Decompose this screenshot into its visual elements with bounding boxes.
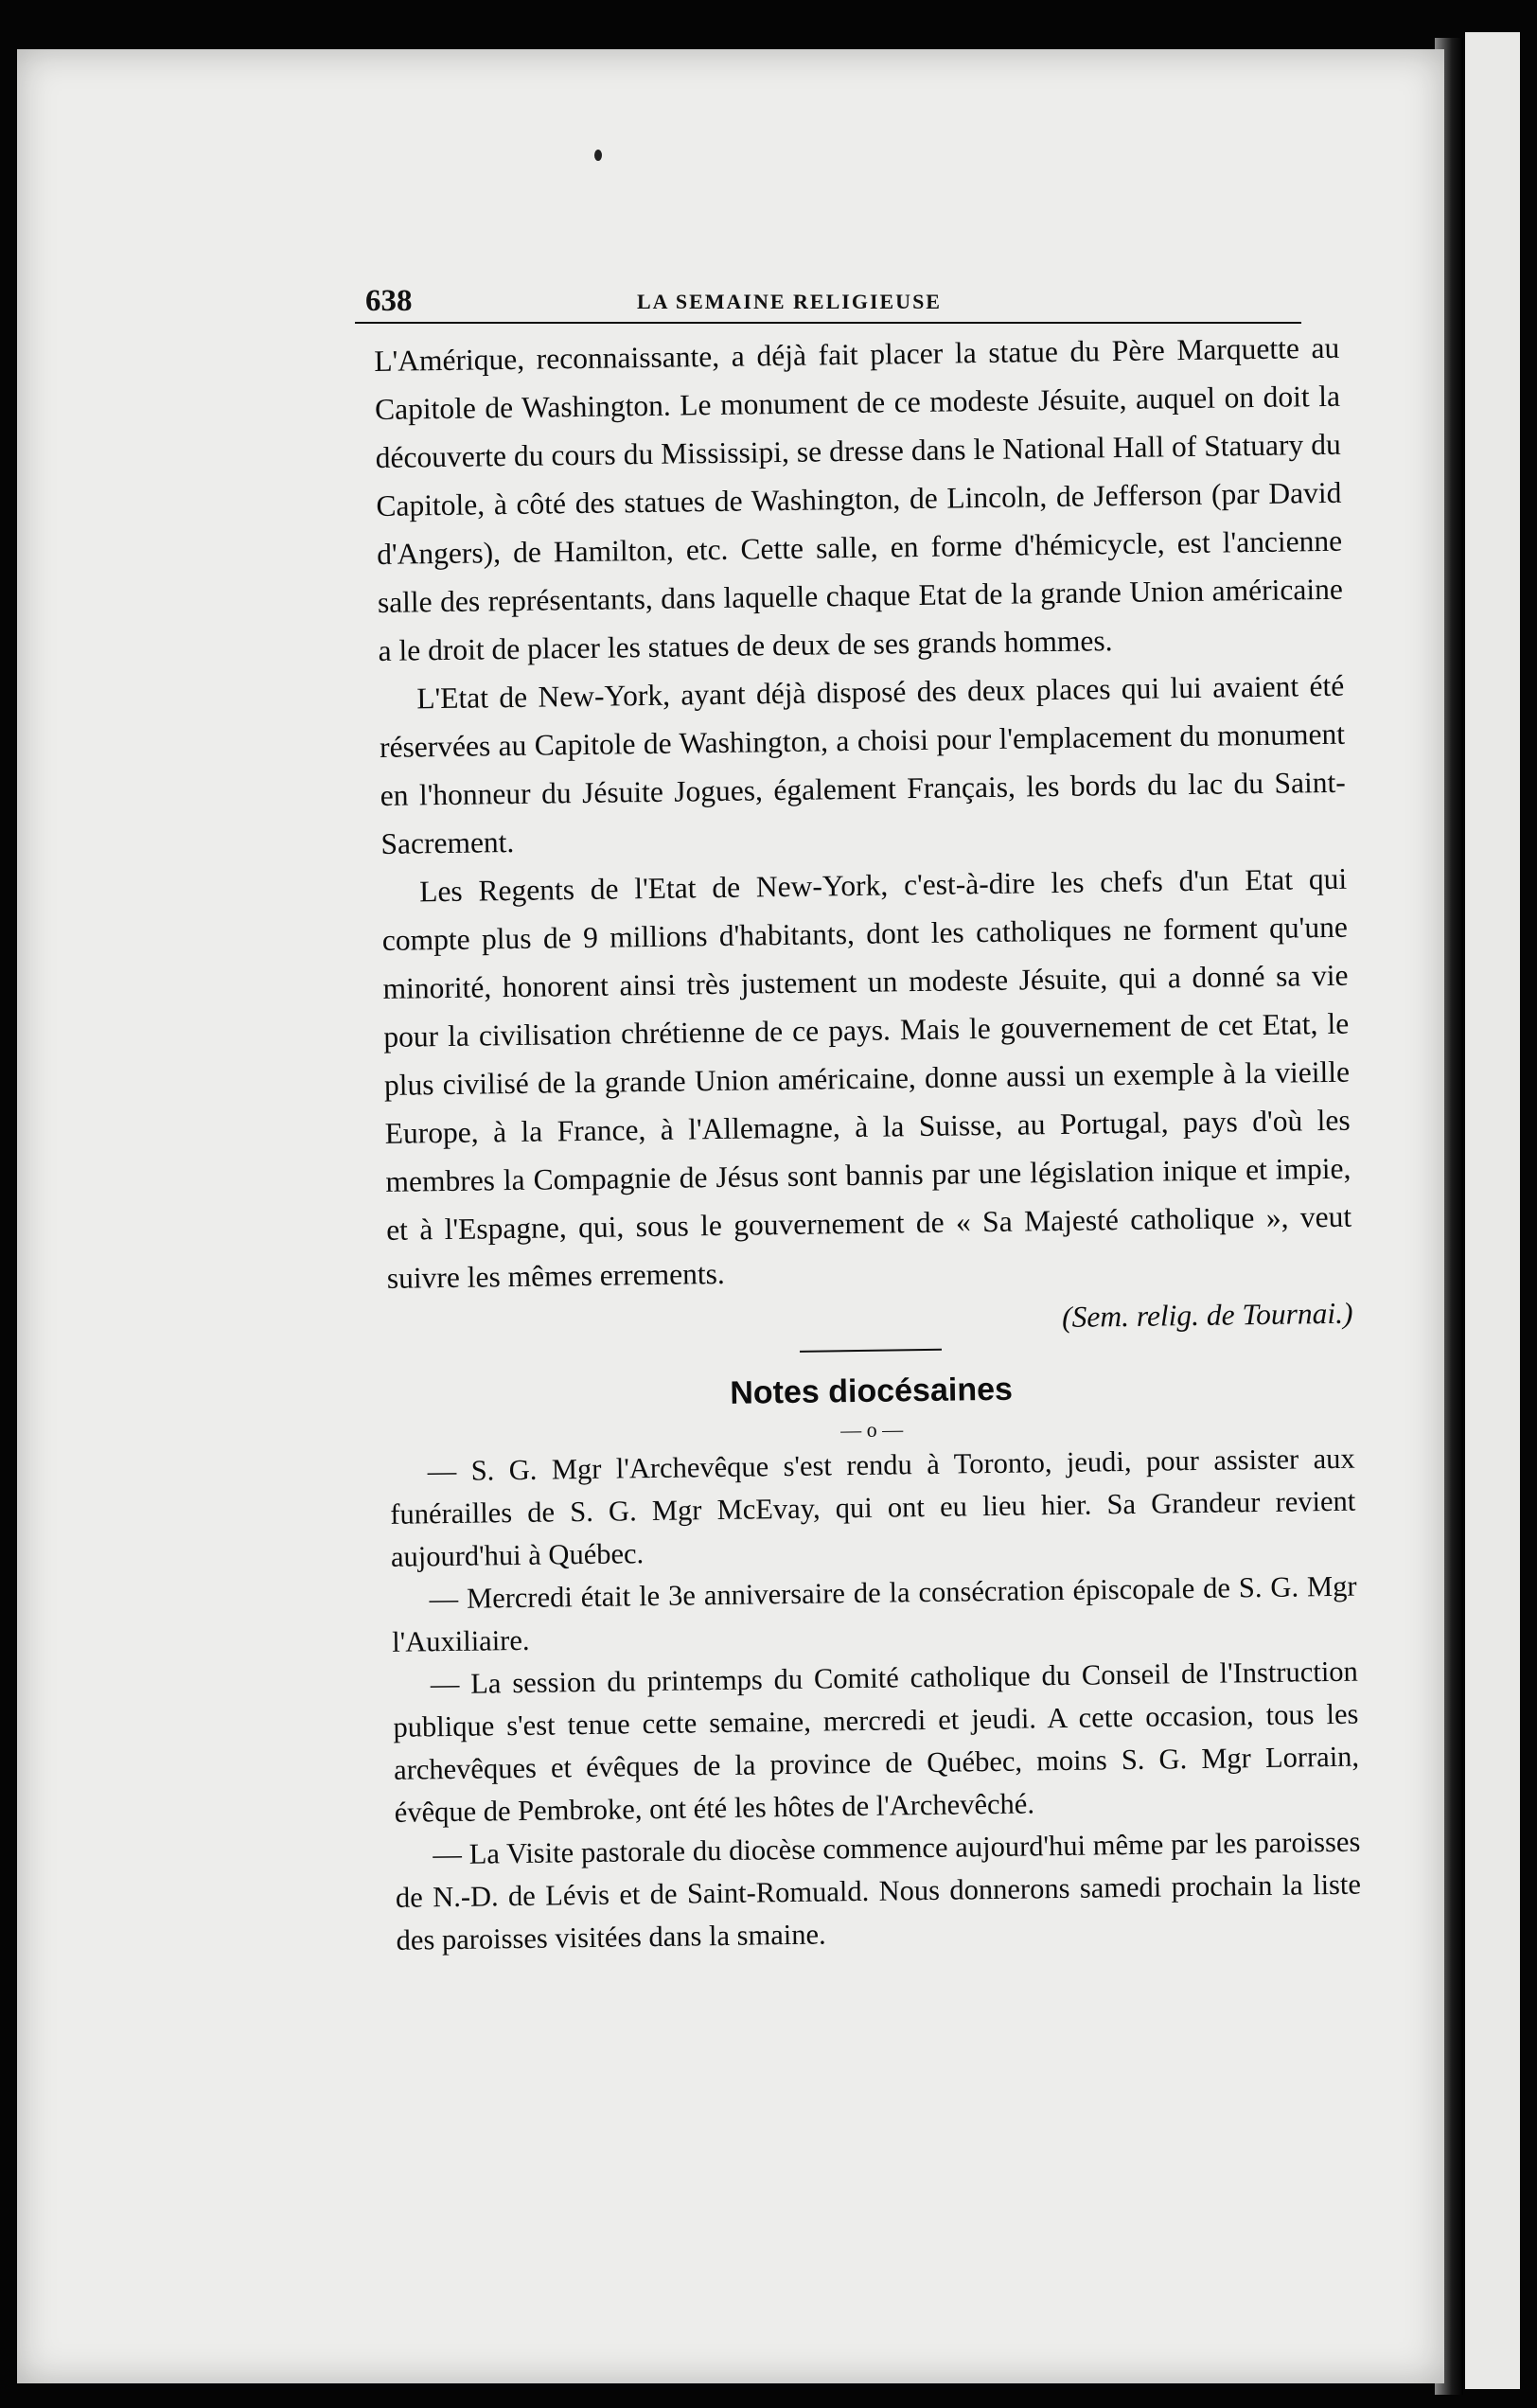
article-source: (Sem. relig. de Tournai.) — [1061, 1296, 1353, 1334]
note-item: — S. G. Mgr l'Archevêque s'est rendu à Toronto, jeudi, pour assister aux funérailles de S. G. Mgr McEvay, qui ont eu lieu hier. Sa Grandeur revient aujourd'hui à Québec. — [390, 1442, 1356, 1573]
notes-list — [389, 1438, 1361, 1962]
page-number: 638 — [365, 284, 413, 318]
note-item: — La session du printemps du Comité catholique du Conseil de l'Instruction publique s'est tenue cette semaine, mercredi et jeudi. A cette occasion, tous les archevêques et évêques de la province de Québec, moins S. G. Mgr Lorrain, évêque de Pembroke, ont été les hôtes de l'Archevêché. — [393, 1655, 1360, 1829]
running-head: LA SEMAINE RELIGIEUSE — [637, 290, 942, 313]
separator-mark: o — [866, 1417, 877, 1442]
note-item: — Mercredi était le 3e anniversaire de la consécration épiscopale de S. G. Mgr l'Auxiliaire. — [392, 1569, 1357, 1658]
paragraph: L'Amérique, reconnaissante, a déjà fait placer la statue du Père Marquette au Capitole de Washington. Le monument de ce modeste Jésuite, auquel on doit la découverte du cours du Mississipi, se dresse dans le National Hall of Statuary du Capitole, à côté des statues de Washington, de Lincoln, de Jefferson (par David d'Angers), de Hamilton, etc. Cette salle, en forme d'hémicycle, est l'ancienne salle des représentants, dans laquelle chaque Etat de la grande Union américaine a le droit de placer les statues de deux de ses grands hommes. — [374, 330, 1344, 667]
paragraph: L'Etat de New-York, ayant déjà disposé des deux places qui lui avaient été réservées au Capitole de Washington, a choisi pour l'emplacement du monument en l'honneur du Jésuite Jogues, également Français, les bords du lac du Saint-Sacrement. — [379, 668, 1346, 860]
page-body — [374, 324, 1362, 1962]
paragraph: Les Regents de l'Etat de New-York, c'est-à-dire les chefs d'un Etat qui compte plus de 9 millions d'habitants, dont les catholiques ne forment qu'une minorité, honorent ainsi très justement un modeste Jésuite, qui a donné sa vie pour la civilisation chrétienne de ce pays. Mais le gouvernement de cet Etat, le plus civilisé de la grande Union américaine, donne aussi un exemple à la vieille Europe, à la France, à l'Allemagne, à la Suisse, au Portugal, pays d'où les membres la Compagnie de Jésus sont bannis par une législation inique et impie, et à l'Espagne, qui, sous le gouvernement de « Sa Majesté catholique », veut suivre les mêmes errements. — [381, 861, 1352, 1295]
header-rule — [355, 322, 1301, 324]
note-item: — La Visite pastorale du diocèse commence aujourd'hui même par les paroisses de N.-D. de Lévis et de Saint-Romuald. Nous donnerons samedi prochain la liste des paroisses visitées dans la smaine. — [395, 1825, 1362, 1956]
section-title: Notes diocésaines — [730, 1371, 1014, 1411]
section-separator: — o — — [839, 1417, 904, 1443]
section-divider — [800, 1349, 942, 1364]
paper-speck — [594, 150, 602, 161]
page-header — [348, 278, 1304, 320]
facing-page-edge — [1465, 32, 1520, 2389]
